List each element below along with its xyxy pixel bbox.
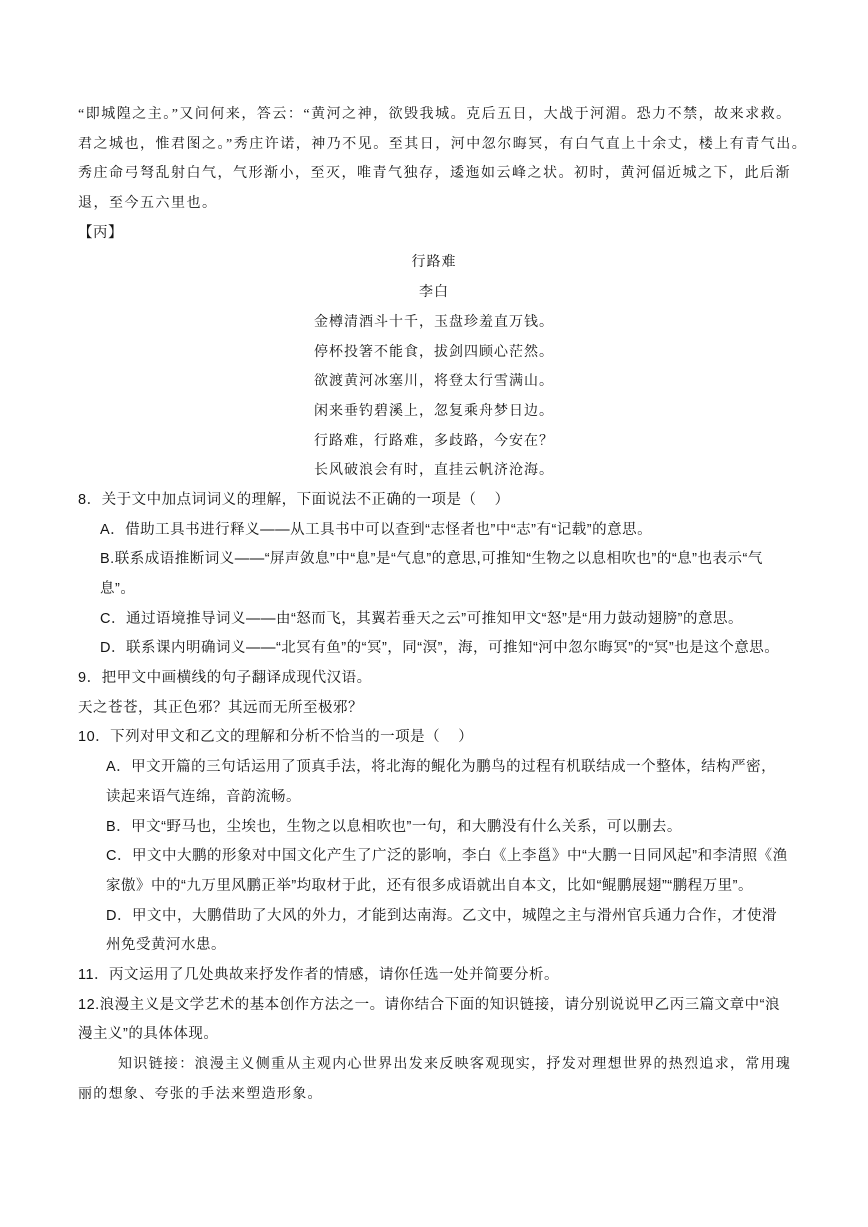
knowledge-link: 知识链接：浪漫主义侧重从主观内心世界出发来反映客观现实，抒发对理想世界的热烈追求，常用瑰 [118, 1057, 792, 1072]
question-8-option-b-continued: 息”。 [100, 581, 136, 597]
question-8-option-b: B.联系成语推断词义——“屏声敛息”中“息”是“气息”的意思,可推知“生物之以息相吹也”的“息”也表示“气 [100, 551, 763, 568]
question-12-stem-continued: 漫主义”的具体体现。 [78, 1026, 219, 1043]
passage-line: 退，至今五六里也。 [78, 196, 218, 212]
question-8-option-c: C．通过语境推导词义——由“怒而飞，其翼若垂天之云”可推知甲文“怒”是“用力鼓动翅膀”的意思。 [100, 610, 743, 627]
poem-line: 行路难，行路难，多歧路，今安在？ [314, 433, 554, 449]
section-label-bing: 【丙】 [78, 224, 123, 241]
knowledge-link-continued: 丽的想象、夸张的手法来塑造形象。 [78, 1086, 323, 1102]
passage-line: “即城隍之主。”又问何来，答云：“黄河之神，欲毁我城。克后五日，大战于河湄。恐力不禁，故来求救。 [78, 107, 792, 122]
poem-author: 李白 [419, 285, 449, 301]
poem-line: 欲渡黄河冰塞川，将登太行雪满山。 [314, 374, 554, 390]
question-10-option-c: C．甲文中大鹏的形象对中国文化产生了广泛的影响，李白《上李邕》中“大鹏一日同风起”和李清照《渔 [106, 848, 788, 865]
question-12-stem: 12.浪漫主义是文学艺术的基本创作方法之一。请你结合下面的知识链接，请分别说说甲乙丙三篇文章中“浪 [78, 996, 780, 1013]
poem-line: 长风破浪会有时，直挂云帆济沧海。 [314, 463, 554, 479]
poem-line: 金樽清酒斗十千，玉盘珍羞直万钱。 [314, 314, 554, 330]
poem-line: 停杯投箸不能食，拔剑四顾心茫然。 [314, 344, 554, 360]
poem-title: 行路难 [411, 255, 457, 271]
question-10-option-b: B．甲文“野马也，尘埃也，生物之以息相吹也”一句，和大鹏没有什么关系，可以删去。 [106, 818, 682, 835]
question-10-option-d: D．甲文中，大鹏借助了大风的外力，才能到达南海。乙文中，城隍之主与滑州官兵通力合作，才使滑 [106, 907, 777, 924]
question-10-option-a-continued: 读起来语气连绵，音韵流畅。 [106, 788, 301, 805]
document-content [0, 100, 868, 1109]
passage-line: 秀庄命弓弩乱射白气，气形渐小，至灭，唯青气独存，逶迤如云峰之状。初时，黄河偪近城之下，此后渐 [78, 166, 791, 182]
question-9-sentence: 天之苍苍，其正色邪？其远而无所至极邪？ [78, 699, 363, 716]
question-10-option-d-continued: 州免受黄河水患。 [106, 937, 226, 954]
question-9-stem: 9．把甲文中画横线的句子翻译成现代汉语。 [78, 670, 372, 687]
passage-line: 君之城也，惟君图之。”秀庄许诺，神乃不见。至其日，河中忽尔晦冥，有白气直上十余丈，楼上有青气出。 [78, 136, 808, 152]
question-10-option-c-continued: 家傲》中的“九万里风鹏正举”均取材于此，还有很多成语就出自本文，比如“鲲鹏展翅”“鹏程万里”。 [106, 877, 753, 894]
question-11-stem: 11．丙文运用了几处典故来抒发作者的情感，请你任选一处并简要分析。 [78, 966, 560, 983]
poem-line: 闲来垂钓碧溪上，忽复乘舟梦日边。 [314, 403, 554, 419]
question-8-stem: 8．关于文中加点词词义的理解，下面说法不正确的一项是（ ） [78, 491, 510, 508]
question-8-option-a: A．借助工具书进行释义——从工具书中可以查到“志怪者也”中“志”有“记载”的意思。 [100, 521, 653, 538]
question-10-option-a: A．甲文开篇的三句话运用了顶真手法，将北海的鲲化为鹏鸟的过程有机联结成一个整体，结构严密， [106, 759, 777, 776]
question-10-stem: 10．下列对甲文和乙文的理解和分析不恰当的一项是（ ） [78, 729, 474, 746]
question-8-option-d: D．联系课内明确词义——“北冥有鱼”的“冥”，同“溟”，海，可推知“河中忽尔晦冥”的“冥”也是这个意思。 [100, 640, 780, 657]
